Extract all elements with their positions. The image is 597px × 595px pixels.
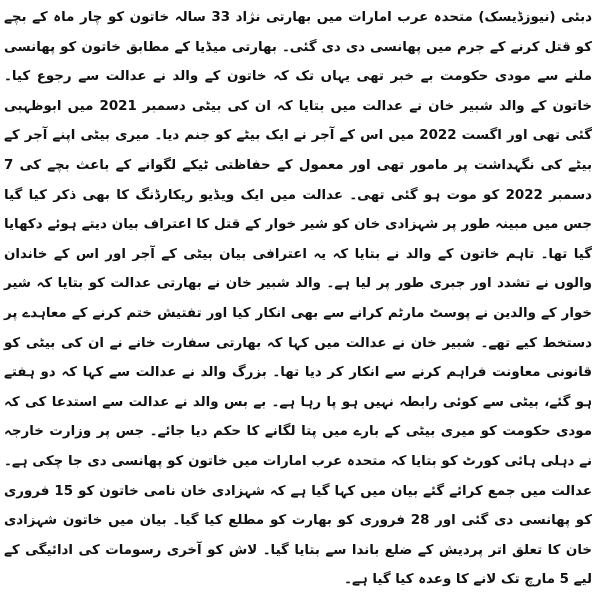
article-body: دبئی (نیوزڈیسک) متحدہ عرب امارات میں بھارتی نژاد 33 سالہ خاتون کو چار ماہ کے بچے کو قتل کرنے کے جرم میں پھانسی دی دی گئی۔ بھارتی میڈیا کے مطابق خاتون کو پھانسی ملنے سے مودی حکومت بے خبر تھی یہاں تک کہ خاتون کے والد نے عدالت سے رجوع کیا۔ خاتون کے والد شبیر خان نے عدالت میں بتایا کہ ان کی بیٹی دسمبر 2021 میں ابوظہبی گئی تھی اور اگست 2022 میں اس کے آجر نے ایک بیٹے کو جنم دیا۔ میری بیٹی اپنے آجر کے بیٹے کی نگہداشت پر مامور تھی اور معمول کے حفاظتی ٹیکے لگوانے کے باعث بچے کی 7 دسمبر 2022 کو موت ہو گئی تھی۔ عدالت میں ایک ویڈیو ریکارڈنگ کا بھی ذکر کیا گیا جس میں مبینہ طور پر شہزادی خان کو شیر خوار کے قتل کا اعتراف بیان دیتے ہوئے دکھایا گیا تھا۔ تاہم خاتون کے والد نے بتایا کہ یہ اعترافی بیان بیٹی کے آجر اور اس کے خاندان والوں نے تشدد اور جبری طور پر لیا ہے۔ والد شبیر خان نے بھارتی عدالت کو بتایا کہ شیر خوار کے والدین نے پوسٹ مارٹم کرانے سے بھی انکار کیا اور تفتیش ختم کرنے کے معاہدے پر دستخط کیے تھے۔ شبیر خان نے عدالت میں کہا کہ بھارتی سفارت خانے نے ان کی بیٹی کو قانونی معاونت فراہم کرنے سے انکار کر دیا تھا۔ بزرگ والد نے عدالت سے کہا کہ دو ہفتے ہو گئے، بیٹی سے کوئی رابطہ نہیں ہو پا رہا ہے۔ بے بس والد نے عدالت سے استدعا کی کہ مودی حکومت کو میری بیٹی کے بارے میں پتا لگانے کا حکم دیا جائے۔ جس پر وزارت خارجہ نے دہلی ہائی کورٹ کو بتایا کہ متحدہ عرب امارات میں خاتون کو پھانسی دی جا چکی ہے۔ عدالت میں جمع کرائے گئے بیان میں کہا گیا ہے کہ شہزادی خان نامی خاتون کو 15 فروری کو پھانسی دی گئی اور 28 فروری کو بھارت کو مطلع کیا گیا۔ بیان میں خاتون شہزادی خان کا تعلق اتر پردیش کے ضلع باندا سے بتایا گیا۔ لاش کو آخری رسومات کی ادائیگی کے لیے 5 مارچ تک لانے کا وعدہ کیا گیا ہے۔ — [4, 10, 593, 588]
